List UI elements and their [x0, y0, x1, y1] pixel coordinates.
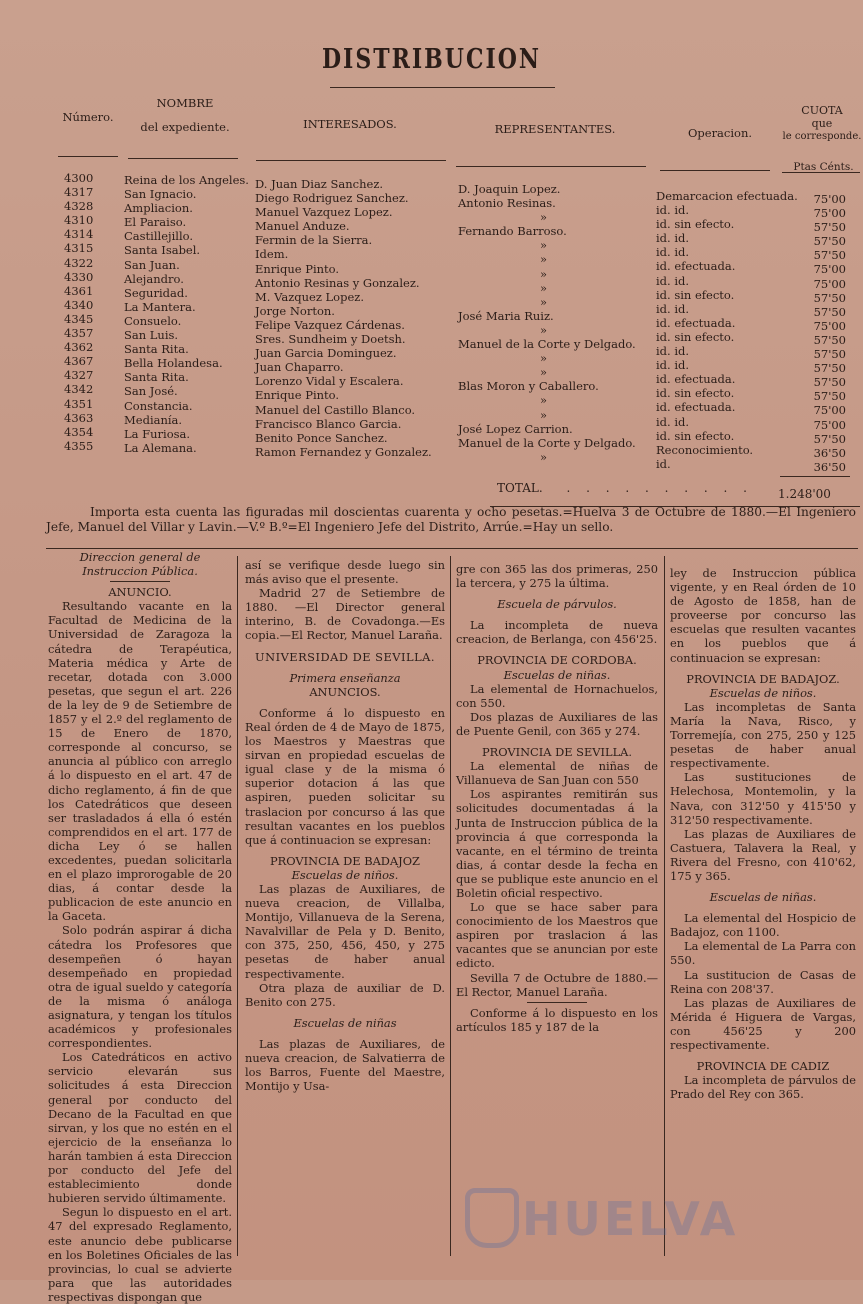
row-cuota: 57'50 — [813, 361, 846, 376]
text-column-1 — [48, 550, 232, 1304]
row-numero: 4330 — [64, 269, 94, 284]
row-cuota: 75'00 — [813, 192, 846, 206]
total-dots: . . . . . . . . . . — [566, 481, 753, 495]
row-operacion: id. id. — [656, 203, 690, 218]
row-operacion: id. efectuada. — [656, 372, 736, 387]
c2-p4: Otra plaza de auxiliar de D. Benito con 275. — [245, 980, 445, 1009]
row-interesado: Jorge Norton. — [255, 303, 335, 318]
header-cuota-line1: CUOTA — [801, 104, 843, 117]
row-interesado: Juan Chaparro. — [255, 360, 344, 375]
row-nombre: Consuelo. — [124, 313, 182, 328]
header-ptas: Ptas Cénts. — [793, 161, 854, 173]
column-interesados — [255, 177, 455, 459]
c3-p5: Los aspirantes remitirán sus solicitudes documentadas á la Junta de Instruccion pública de la provincia á que corresponda la vacante, en el término de treinta dias, á contar desde la fecha en que se publique este anuncio en el Boletin oficial respectivo. — [456, 787, 658, 900]
row-interesado: Manuel Vazquez Lopez. — [255, 205, 393, 220]
row-cuota: 57'50 — [813, 290, 846, 305]
row-representante: » — [540, 252, 548, 267]
row-nombre: Santa Rita. — [124, 342, 189, 357]
row-interesado: Manuel del Castillo Blanco. — [255, 402, 416, 417]
row-numero: 4327 — [64, 368, 94, 383]
row-representante: » — [540, 322, 548, 337]
row-interesado: Diego Rodriguez Sanchez. — [255, 191, 409, 206]
c3-p4: La elemental de niñas de Villanueva de San Juan con 550 — [456, 759, 658, 788]
row-representante: » — [540, 238, 548, 253]
c1-head: Direccion general de Instruccion Pública. — [79, 550, 201, 579]
watermark-logo-icon — [465, 1188, 519, 1248]
c3-parvulos: Escuela de párvulos. — [497, 597, 617, 612]
row-numero: 4363 — [64, 410, 94, 425]
row-interesado: Enrique Pinto. — [255, 388, 340, 403]
row-representante: Fernando Barroso. — [458, 224, 567, 239]
row-operacion: id. — [656, 456, 671, 471]
row-numero: 4314 — [64, 227, 94, 242]
row-numero: 4367 — [64, 354, 94, 369]
row-interesado: Sres. Sundheim y Doetsh. — [255, 332, 406, 347]
row-nombre: La Mantera. — [124, 299, 196, 314]
c3-cordoba: PROVINCIA DE CORDOBA. — [477, 653, 637, 668]
row-numero: 4342 — [64, 382, 94, 397]
row-nombre: Santa Isabel. — [124, 243, 201, 258]
c3-p7: Sevilla 7 de Octubre de 1880.—El Rector, Manuel Laraña. — [456, 970, 658, 999]
header-numero: Número. — [62, 110, 114, 124]
row-numero: 4300 — [64, 171, 94, 185]
total-rule — [780, 476, 850, 477]
c1-anuncio: ANUNCIO. — [108, 585, 172, 600]
row-nombre: San Luis. — [124, 328, 179, 343]
c4-p3: Las plazas de Auxiliares de Castuera, Talavera la Real, y Rivera del Fresno, con 410'62, 175 y 365. — [670, 826, 856, 883]
total-value: 1.248'00 — [778, 487, 831, 501]
row-operacion: id. id. — [656, 301, 690, 316]
row-nombre: Castillejillo. — [124, 229, 193, 244]
header-nombre-line2: del expediente. — [140, 120, 230, 134]
c4-p5: La elemental de La Parra con 550. — [670, 939, 856, 968]
row-representante: José Maria Ruiz. — [458, 308, 554, 323]
row-cuota: 57'50 — [813, 375, 846, 390]
c2-univ: UNIVERSIDAD DE SEVILLA. — [255, 649, 435, 664]
c2-p1: Madrid 27 de Setiembre de 1880. —El Director general interino, B. de Covadonga.—Es copia.—El Rector, Manuel Laraña. — [245, 586, 445, 643]
row-numero: 4355 — [64, 438, 94, 453]
row-nombre: Alejandro. — [124, 271, 184, 286]
row-representante: Manuel de la Corte y Delgado. — [458, 337, 636, 352]
page-title: DISTRIBUCION — [321, 42, 542, 76]
c3-p6: Lo que se hace saber para conocimiento de los Maestros que aspiren por traslacion á las vacantes que se anuncian por este edicto. — [456, 900, 658, 971]
column-divider — [450, 556, 451, 1256]
header-rule — [660, 170, 770, 171]
row-representante: » — [540, 393, 548, 408]
row-numero: 4345 — [64, 311, 94, 326]
row-nombre: La Alemana. — [124, 440, 197, 455]
row-cuota: 57'50 — [813, 389, 846, 404]
c4-cadiz: PROVINCIA DE CADIZ — [696, 1059, 830, 1074]
row-operacion: id. id. — [656, 344, 690, 359]
c1-p3: Los Catedráticos en activo servicio elevarán sus solicitudes á esta Direccion general por conducto del Decano de la Facultad en que sirvan, y los que no estén en el ejercicio de la enseñanza lo harán tambien á esta Direccion por conducto del Jefe del establecimiento donde hubieren servido últimamente. — [48, 1050, 232, 1206]
header-nombre — [135, 96, 235, 134]
c3-ninas: Escuelas de niñas. — [503, 667, 611, 682]
row-interesado: Francisco Blanco Garcia. — [255, 416, 402, 431]
row-operacion: id. sin efecto. — [656, 329, 735, 344]
importa-paragraph: Importa esta cuenta las figuradas mil doscientas cuarenta y ocho pesetas.=Huelva 3 de Octubre de 1880.—El Ingeniero Jefe, Manuel del Villar y Lavin.—V.º B.º=El Ingeniero Jefe del Distrito, Arrúe.=Hay un sello. — [46, 505, 856, 534]
row-representante: » — [540, 365, 548, 380]
row-numero: 4357 — [64, 326, 94, 341]
row-representante: José Lopez Carrion. — [458, 421, 573, 436]
row-representante: » — [540, 266, 548, 281]
total-label-text: TOTAL. — [497, 481, 543, 495]
row-representante: » — [540, 407, 548, 422]
row-representante: » — [540, 210, 548, 225]
c2-p0: así se verifique desde luego sin más aviso que el presente. — [245, 558, 445, 587]
row-representante: Manuel de la Corte y Delgado. — [458, 435, 636, 450]
c2-p2: Conforme á lo dispuesto en Real órden de 4 de Mayo de 1875, los Maestros y Maestras que sirvan en propiedad escuelas de igual clase y de la misma ó superior dotacion á las que aspiren, pueden solicitar su traslacion por concurso á las que resultan vacantes en los pueblos que á continuacion se expresan: — [245, 705, 445, 847]
row-interesado: Antonio Resinas y Gonzalez. — [255, 275, 420, 290]
row-numero: 4328 — [64, 199, 94, 214]
rule — [110, 581, 170, 582]
row-cuota: 75'00 — [813, 417, 846, 432]
row-numero: 4361 — [64, 283, 94, 298]
header-cuota-line2: que — [811, 117, 833, 130]
row-numero: 4317 — [64, 185, 94, 200]
row-operacion: id. id. — [656, 245, 690, 260]
row-operacion: Demarcacion efectuada. — [656, 189, 798, 203]
row-nombre: El Paraiso. — [124, 215, 187, 230]
header-representantes: REPRESENTANTES. — [494, 122, 616, 136]
row-nombre: San Ignacio. — [124, 187, 197, 202]
row-nombre: Reina de los Angeles. — [124, 173, 249, 187]
row-representante: » — [540, 294, 548, 309]
c2-ninos: Escuelas de niños. — [291, 867, 399, 882]
row-interesado: Enrique Pinto. — [255, 261, 340, 276]
c2-anuncios: ANUNCIOS. — [309, 684, 381, 699]
watermark-text: HUELVA — [522, 1192, 739, 1246]
row-operacion: id. sin efecto. — [656, 386, 735, 401]
c3-p3: Dos plazas de Auxiliares de las de Puente Genil, con 365 y 274. — [456, 709, 658, 738]
row-representante: D. Joaquin Lopez. — [458, 182, 561, 196]
row-operacion: id. efectuada. — [656, 400, 736, 415]
header-nombre-line1: NOMBRE — [156, 96, 214, 110]
c1-p1: Resultando vacante en la Facultad de Medicina de la Universidad de Zaragoza la cátedra de Terapéutica, Materia médica y Arte de recetar, dotada con 3.000 pesetas, que segun el art. 226 de la ley de 9 de Setiembre de 1857 y el 2.º del reglamento de 15 de Enero de 1870, corresponde al concurso, se anuncia al público con arreglo á lo dispuesto en el art. 47 de dicho reglamento, á fin de que los Catedráticos que deseen ser trasladados á ella ó estén comprendidos en el art. 177 de dicha Ley ó se hallen excedentes, puedan solicitarla en el plazo improrogable de 20 dias, á contar desde la publicacion de este anuncio en la Gaceta. — [48, 599, 232, 924]
row-operacion: id. efectuada. — [656, 315, 736, 330]
total-label — [497, 481, 753, 495]
c3-sevilla: PROVINCIA DE SEVILLA. — [481, 745, 633, 760]
c1-p4: Segun lo dispuesto en el art. 47 del expresado Reglamento, este anuncio debe publicarse en los Boletines Oficiales de las provincias, lo cual se advierte para que las autoridades respectivas dispongan que — [48, 1205, 232, 1304]
section-separator — [46, 548, 858, 549]
c4-p6: La sustitucion de Casas de Reina con 208'37. — [670, 967, 856, 996]
header-cuota — [782, 104, 862, 143]
row-cuota: 75'00 — [813, 403, 846, 418]
row-operacion: id. id. — [656, 414, 690, 429]
row-numero: 4310 — [64, 213, 94, 228]
c2-p5: Las plazas de Auxiliares, de nueva creacion, de Salvatierra de los Barros, Fuente del Maestre, Montijo y Usa- — [245, 1036, 445, 1094]
c3-p0: gre con 365 las dos primeras, 250 la tercera, y 275 la última. — [456, 562, 658, 591]
row-cuota: 57'50 — [813, 304, 846, 319]
row-numero: 4322 — [64, 255, 94, 270]
row-interesado: Benito Ponce Sanchez. — [255, 430, 388, 445]
row-operacion: id. id. — [656, 231, 690, 246]
row-cuota: 75'00 — [813, 276, 846, 291]
header-rule — [456, 166, 646, 167]
row-cuota: 57'50 — [813, 332, 846, 347]
row-nombre: San José. — [124, 384, 178, 399]
row-interesado: Juan Garcia Dominguez. — [255, 346, 397, 361]
column-representantes — [458, 182, 648, 464]
column-divider — [237, 556, 238, 1256]
row-operacion: Reconocimiento. — [656, 442, 754, 457]
c4-badajoz: PROVINCIA DE BADAJOZ. — [686, 671, 840, 686]
c4-ninas: Escuelas de niñas. — [709, 890, 817, 905]
row-nombre: Seguridad. — [124, 285, 188, 300]
row-interesado: Ramon Fernandez y Gonzalez. — [255, 444, 432, 459]
row-nombre: Ampliacion. — [124, 201, 193, 216]
row-interesado: Felipe Vazquez Cárdenas. — [255, 317, 405, 332]
c4-p1: Las incompletas de Santa María la Nava, Risco, y Torremejía, con 275, 250 y 125 pesetas de haber anual respectivamente. — [670, 699, 856, 771]
row-numero: 4362 — [64, 340, 94, 355]
row-cuota: 57'50 — [813, 234, 846, 249]
row-cuota: 57'50 — [813, 248, 846, 263]
row-representante: » — [540, 351, 548, 366]
c2-prov: PROVINCIA DE BADAJOZ — [270, 853, 420, 868]
c4-ninos: Escuelas de niños. — [709, 685, 817, 700]
c3-p8: Conforme á lo dispuesto en los artículos 185 y 187 de la — [456, 1005, 658, 1034]
c3-p1: La incompleta de nueva creacion, de Berlanga, con 456'25. — [456, 618, 658, 647]
row-nombre: Medianía. — [124, 412, 183, 427]
header-interesados: INTERESADOS. — [303, 117, 397, 131]
row-interesado: Manuel Anduze. — [255, 219, 350, 234]
rule — [527, 1002, 587, 1003]
text-column-3 — [456, 562, 658, 1034]
c4-p0: ley de Instruccion pública vigente, y en Real órden de 10 de Agosto de 1858, han de proveerse por concurso las escuelas que resulten vacantes en los pueblos que á continuacion se expresan: — [670, 566, 856, 665]
row-operacion: id. sin efecto. — [656, 217, 735, 232]
row-nombre: San Juan. — [124, 257, 180, 272]
row-interesado: D. Juan Diaz Sanchez. — [255, 177, 384, 191]
row-operacion: id. sin efecto. — [656, 287, 735, 302]
row-nombre: Santa Rita. — [124, 370, 189, 385]
row-nombre: Constancia. — [124, 398, 193, 413]
header-rule — [256, 160, 446, 161]
row-operacion: id. efectuada. — [656, 259, 736, 274]
row-interesado: M. Vazquez Lopez. — [255, 289, 364, 304]
row-numero: 4354 — [64, 424, 94, 439]
row-cuota: 57'50 — [813, 220, 846, 235]
row-cuota: 36'50 — [813, 445, 846, 460]
row-interesado: Lorenzo Vidal y Escalera. — [255, 374, 404, 389]
row-numero: 4340 — [64, 297, 94, 312]
row-representante: » — [540, 449, 548, 464]
column-divider — [664, 556, 665, 1256]
column-nombre — [124, 173, 249, 455]
row-cuota: 36'50 — [813, 459, 846, 474]
c4-p8: La incompleta de párvulos de Prado del Rey con 365. — [670, 1073, 856, 1102]
text-column-2 — [245, 558, 445, 1093]
c4-p4: La elemental del Hospicio de Badajoz, con 1100. — [670, 911, 856, 940]
row-nombre: La Furiosa. — [124, 426, 191, 441]
header-rule — [58, 156, 118, 157]
row-representante: » — [540, 280, 548, 295]
row-operacion: id. id. — [656, 273, 690, 288]
c2-p3: Las plazas de Auxiliares, de nueva creacion, de Villalba, Montijo, Villanueva de la Serena, Navalvillar de Pela y D. Benito, con 375, 250, 456, 450, y 275 pesetas de haber anual respectivamente. — [245, 881, 445, 981]
row-numero: 4351 — [64, 396, 94, 411]
c1-p2: Solo podrán aspirar á dicha cátedra los Profesores que desempeñen ó hayan desempeñado en propiedad otra de igual sueldo y categoría de la misma ó análoga asignatura, y tengan los títulos académicos y profesionales correspondientes. — [48, 923, 232, 1051]
row-interesado: Idem. — [255, 247, 289, 262]
row-cuota: 57'50 — [813, 431, 846, 446]
row-representante: Blas Moron y Caballero. — [458, 379, 599, 394]
column-operacion — [656, 189, 798, 471]
row-representante: Antonio Resinas. — [458, 196, 556, 211]
header-rule — [128, 158, 238, 159]
header-rule — [782, 172, 860, 173]
title-underline — [330, 87, 555, 88]
c2-primera: Primera enseñanza — [289, 670, 401, 685]
row-cuota: 75'00 — [813, 206, 846, 221]
column-cuota — [792, 192, 846, 474]
row-operacion: id. sin efecto. — [656, 428, 735, 443]
row-interesado: Fermin de la Sierra. — [255, 233, 373, 248]
header-cuota-line3: le corresponde. — [782, 131, 862, 142]
c3-p2: La elemental de Hornachuelos, con 550. — [456, 681, 658, 710]
c2-ninas: Escuelas de niñas — [293, 1015, 397, 1030]
row-operacion: id. id. — [656, 358, 690, 373]
row-cuota: 57'50 — [813, 347, 846, 362]
column-numero — [64, 171, 114, 453]
row-nombre: Bella Holandesa. — [124, 356, 223, 371]
row-numero: 4315 — [64, 241, 94, 256]
row-cuota: 75'00 — [813, 262, 846, 277]
header-operacion: Operacion. — [687, 126, 753, 140]
text-column-4 — [670, 566, 856, 1101]
row-cuota: 75'00 — [813, 318, 846, 333]
c4-p7: Las plazas de Auxiliares de Mérida é Higuera de Vargas, con 456'25 y 200 respectivamente. — [670, 995, 856, 1052]
c4-p2: Las sustituciones de Helechosa, Montemolin, y la Nava, con 312'50 y 415'50 y 312'50 respectivamente. — [670, 770, 856, 827]
